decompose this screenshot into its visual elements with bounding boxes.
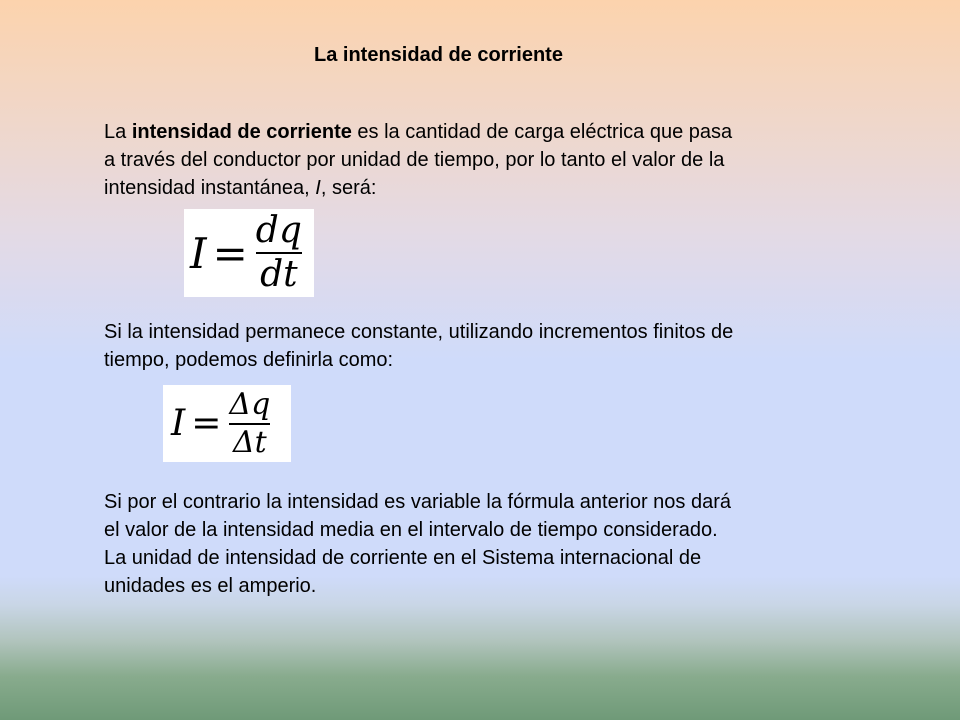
bold-term: intensidad de corriente bbox=[131, 121, 352, 143]
text-span: , será: bbox=[320, 177, 377, 199]
formula-lhs: I bbox=[171, 403, 186, 444]
formula-equals: = bbox=[191, 403, 222, 444]
paragraph-line: unidades es el amperio. bbox=[104, 575, 317, 597]
paragraph-variable bbox=[104, 488, 864, 600]
formula-equals: = bbox=[212, 228, 248, 278]
paragraph-definition bbox=[104, 118, 864, 202]
formula-fraction bbox=[255, 210, 302, 295]
italic-symbol: I bbox=[315, 177, 321, 199]
paragraph-constant bbox=[104, 318, 864, 374]
paragraph-line: a través del conductor por unidad de tiempo, por lo tanto el valor de la bbox=[104, 149, 725, 171]
formula-denominator: Δt bbox=[232, 424, 267, 460]
paragraph-line: el valor de la intensidad media en el intervalo de tiempo considerado. bbox=[104, 519, 718, 541]
paragraph-line: Si por el contrario la intensidad es variable la fórmula anterior nos dará bbox=[104, 491, 732, 513]
formula-instantaneous-current bbox=[184, 209, 314, 297]
formula-denominator: dt bbox=[260, 254, 298, 295]
paragraph-line bbox=[104, 174, 864, 202]
paragraph-line: tiempo, podemos definirla como: bbox=[104, 349, 394, 371]
formula-numerator: Δq bbox=[229, 386, 271, 422]
text-span: es la cantidad de carga eléctrica que pasa bbox=[351, 121, 733, 143]
formula-lhs: I bbox=[190, 228, 207, 278]
text-span: intensidad instantánea, bbox=[104, 177, 316, 199]
paragraph-line: La unidad de intensidad de corriente en el Sistema internacional de bbox=[104, 547, 702, 569]
paragraph-line bbox=[104, 118, 864, 146]
slide-title: La intensidad de corriente bbox=[314, 44, 563, 66]
formula-numerator: dq bbox=[255, 210, 302, 251]
paragraph-line: Si la intensidad permanece constante, utilizando incrementos finitos de bbox=[104, 321, 734, 343]
formula-fraction bbox=[229, 386, 271, 460]
text-span: La bbox=[104, 121, 132, 143]
formula-average-current bbox=[163, 385, 291, 462]
